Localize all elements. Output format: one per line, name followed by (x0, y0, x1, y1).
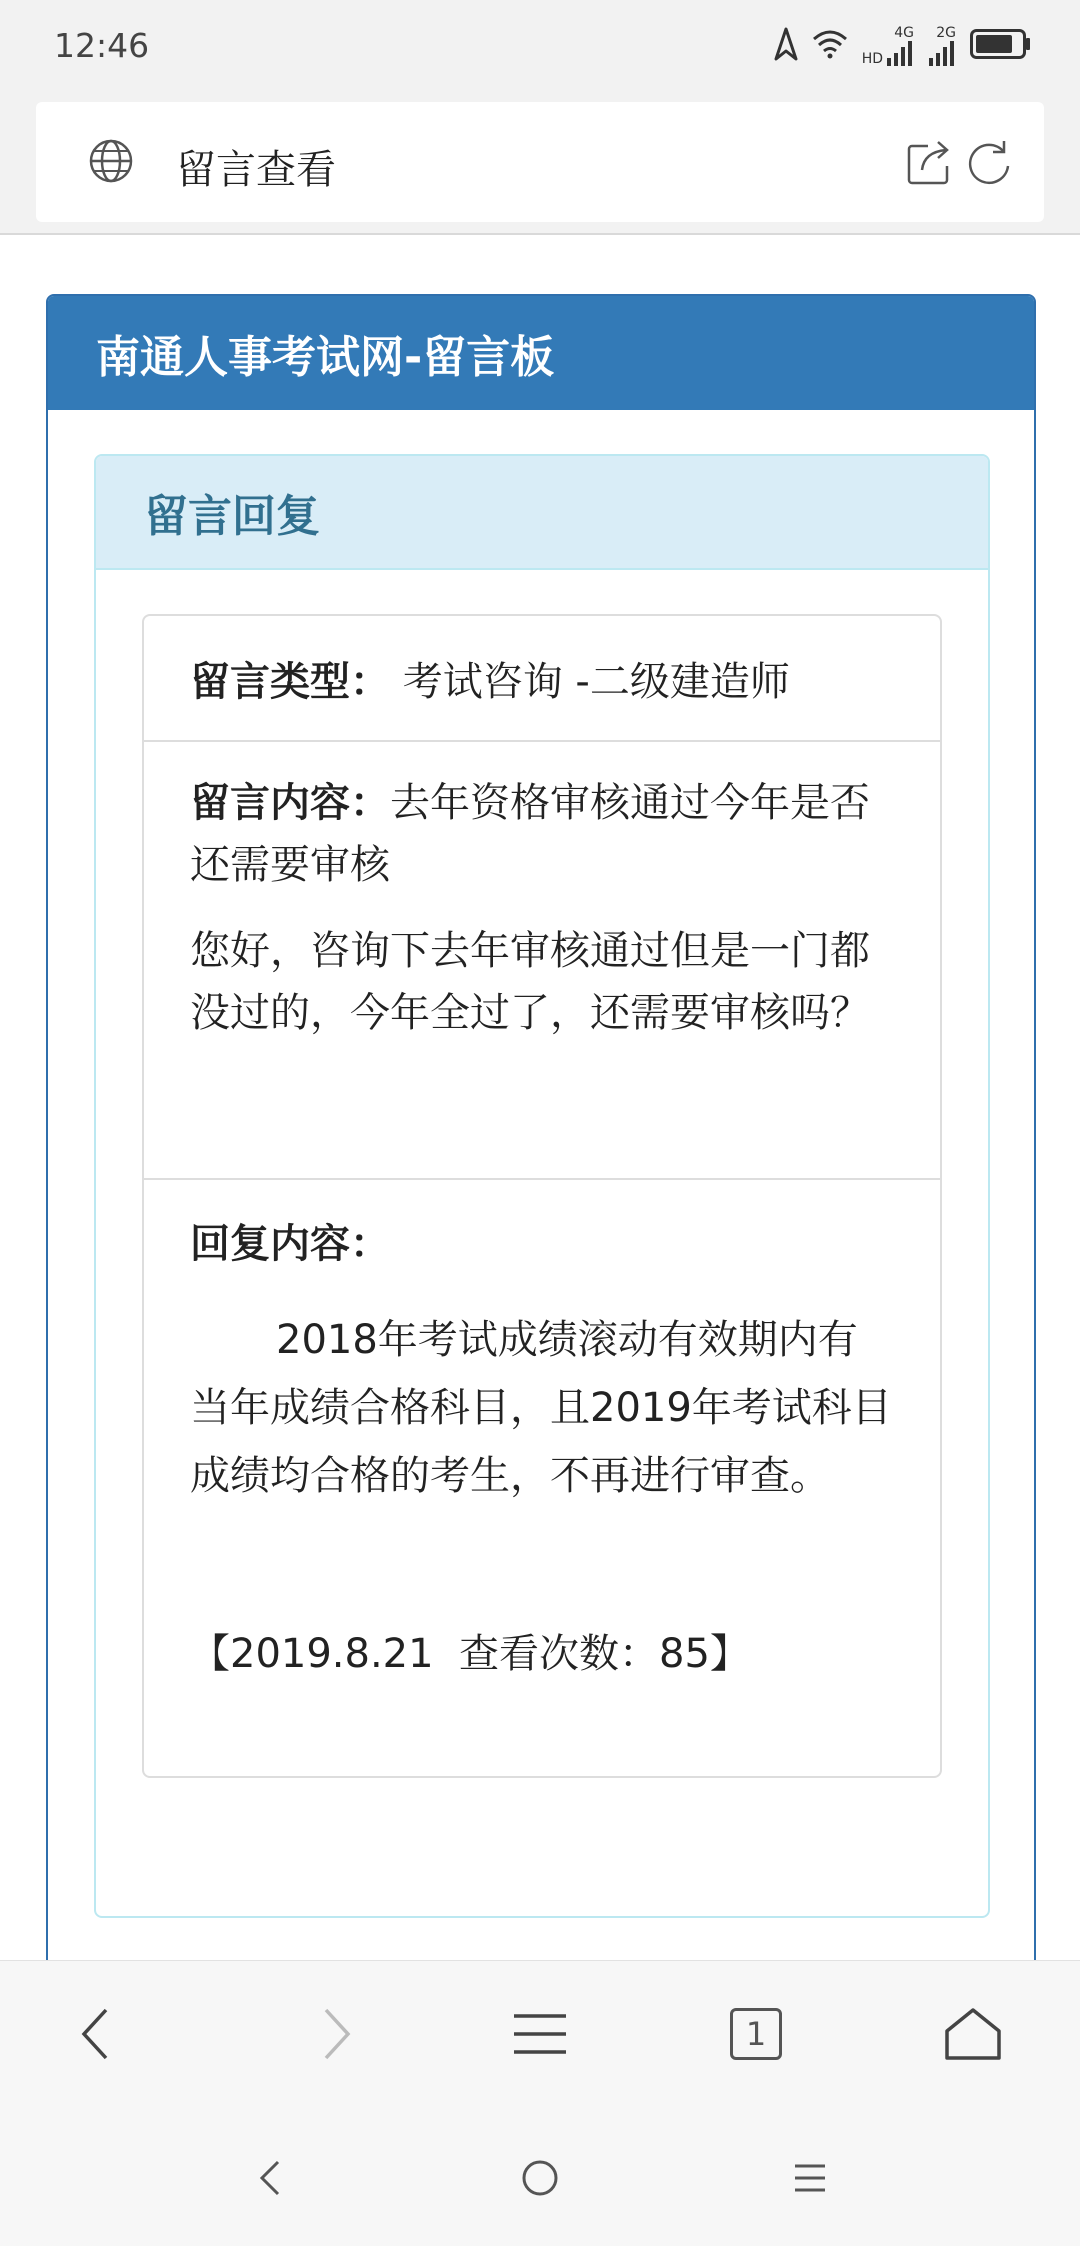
network-type-2g: 2G (936, 25, 956, 41)
globe-icon (88, 138, 134, 188)
reply-content-body: 2018年考试成绩滚动有效期内有当年成绩合格科目，且2019年考试科目成绩均合格的考生，不再进行审查。 (190, 1317, 892, 1499)
message-list (142, 614, 942, 1778)
system-navigation-bar (0, 2102, 1080, 2246)
system-recent-icon[interactable] (780, 2148, 840, 2208)
signal-icon (886, 40, 914, 66)
forward-icon[interactable] (302, 1999, 372, 2069)
message-board-header (48, 296, 1034, 410)
status-bar (0, 0, 1080, 92)
reply-panel (94, 454, 990, 1918)
tabs-icon[interactable] (721, 1999, 791, 2069)
tab-count: 1 (730, 2008, 782, 2060)
reload-icon[interactable] (966, 138, 1012, 190)
web-content[interactable] (0, 235, 1080, 1960)
home-icon[interactable] (938, 1999, 1008, 2069)
reply-content-row (144, 1180, 940, 1776)
back-icon[interactable] (60, 1999, 130, 2069)
share-icon[interactable] (906, 138, 952, 190)
navigation-icon (774, 27, 798, 65)
reply-panel-title: 留言回复 (144, 491, 320, 542)
signal-2-icon (928, 40, 956, 66)
address-bar[interactable] (36, 102, 1044, 222)
reply-content-label: 回复内容： (190, 1221, 390, 1267)
reply-panel-header (96, 456, 988, 570)
message-type-value: 考试咨询 -二级建造师 (390, 658, 790, 705)
reply-meta: 【2019.8.21 查看次数：85】 (190, 1631, 750, 1677)
browser-toolbar (0, 1960, 1080, 2103)
network-type-4g: 4G (894, 25, 914, 41)
message-content-row (144, 742, 940, 1180)
battery-icon (970, 29, 1032, 63)
menu-icon[interactable] (505, 1999, 575, 2069)
message-board-title: 南通人事考试网-留言板 (96, 332, 555, 383)
signal-block-1 (862, 26, 914, 66)
signal-block-2 (928, 26, 956, 66)
message-type-row (144, 616, 940, 742)
hd-label: HD (861, 51, 883, 67)
page-title: 留言查看 (176, 147, 336, 193)
message-content-body: 您好，咨询下去年审核通过但是一门都没过的，今年全过了，还需要审核吗？ (190, 928, 870, 1036)
message-content-label: 留言内容： (190, 780, 390, 826)
message-board-panel (46, 294, 1036, 1998)
wifi-icon (812, 29, 848, 63)
system-back-icon[interactable] (240, 2148, 300, 2208)
message-content-title: 去年资格审核通过今年是否还需要审核 (190, 780, 870, 888)
message-content-heading (190, 772, 894, 896)
status-icons (774, 24, 1032, 68)
system-home-icon[interactable] (510, 2148, 570, 2208)
status-time: 12:46 (54, 26, 150, 65)
message-type-label: 留言类型： (190, 658, 390, 705)
